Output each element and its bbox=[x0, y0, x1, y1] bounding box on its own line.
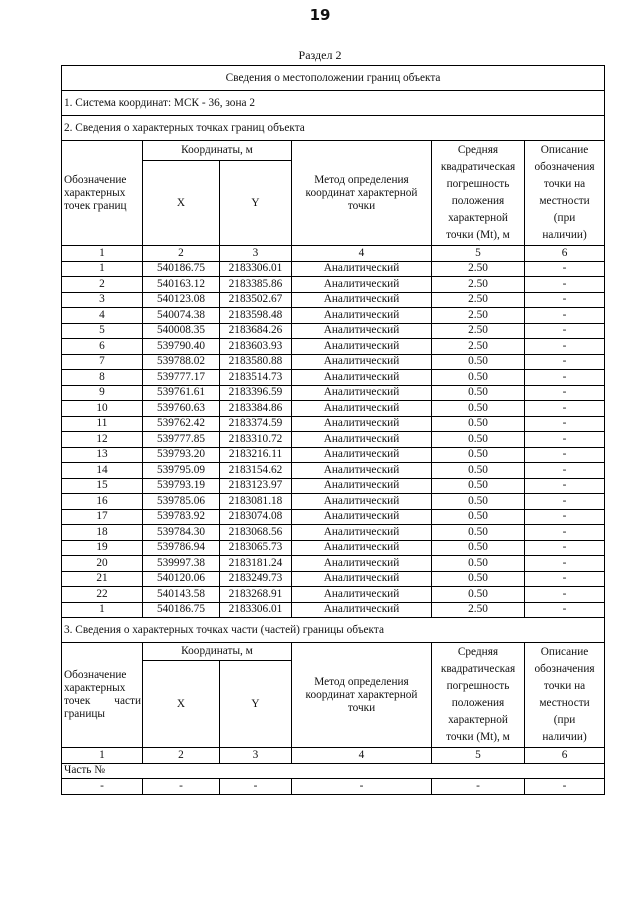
table-cell: 2.50 bbox=[432, 292, 525, 308]
table-cell: 2183065.73 bbox=[220, 540, 292, 556]
header-method: Метод определения координат характерной точки bbox=[292, 141, 432, 246]
table-cell: 16 bbox=[62, 494, 143, 510]
table-cell: - bbox=[525, 323, 605, 339]
table-cell: 1 bbox=[62, 246, 143, 262]
table-cell: 11 bbox=[62, 416, 143, 432]
table-cell: 2183154.62 bbox=[220, 463, 292, 479]
table-cell: 0.50 bbox=[432, 478, 525, 494]
table-cell: 539785.06 bbox=[143, 494, 220, 510]
table-cell: - bbox=[525, 509, 605, 525]
section-label: Раздел 2 bbox=[298, 48, 342, 62]
table-cell: 539777.85 bbox=[143, 432, 220, 448]
table-cell: 539788.02 bbox=[143, 354, 220, 370]
table-cell: 540186.75 bbox=[143, 602, 220, 618]
table-row bbox=[62, 525, 605, 541]
table-row bbox=[62, 602, 605, 618]
table-cell: 0.50 bbox=[432, 432, 525, 448]
table-row bbox=[62, 339, 605, 355]
table-row bbox=[62, 478, 605, 494]
table-cell: 2183181.24 bbox=[220, 556, 292, 572]
table-cell: 12 bbox=[62, 432, 143, 448]
table-cell: 2183580.88 bbox=[220, 354, 292, 370]
table-cell: 2183396.59 bbox=[220, 385, 292, 401]
table-cell: 0.50 bbox=[432, 370, 525, 386]
table-cell: 540074.38 bbox=[143, 308, 220, 324]
table-cell: 539795.09 bbox=[143, 463, 220, 479]
table-row bbox=[62, 385, 605, 401]
table-cell: 2.50 bbox=[432, 602, 525, 618]
header-y-part: Y bbox=[220, 661, 292, 748]
table-cell: 2183598.48 bbox=[220, 308, 292, 324]
table-cell: Аналитический bbox=[292, 494, 432, 510]
table-row bbox=[62, 401, 605, 417]
table-cell: - bbox=[525, 478, 605, 494]
table-cell: - bbox=[220, 779, 292, 795]
table-cell: 1 bbox=[62, 261, 143, 277]
table-cell: 2183310.72 bbox=[220, 432, 292, 448]
table-cell: 2.50 bbox=[432, 308, 525, 324]
table-cell: 9 bbox=[62, 385, 143, 401]
table-row bbox=[62, 261, 605, 277]
table-cell: 2183123.97 bbox=[220, 478, 292, 494]
table-cell: 0.50 bbox=[432, 354, 525, 370]
table-cell: 8 bbox=[62, 370, 143, 386]
table-cell: - bbox=[525, 779, 605, 795]
table-cell: - bbox=[525, 354, 605, 370]
table-cell: 6 bbox=[62, 339, 143, 355]
table-cell: 6 bbox=[525, 246, 605, 262]
table-cell: 2183306.01 bbox=[220, 261, 292, 277]
table-cell: 2183684.26 bbox=[220, 323, 292, 339]
table-cell: 2183385.86 bbox=[220, 277, 292, 293]
table-cell: Аналитический bbox=[292, 587, 432, 603]
table-cell: - bbox=[525, 571, 605, 587]
table-cell: 18 bbox=[62, 525, 143, 541]
table-cell: - bbox=[525, 292, 605, 308]
table-cell: 0.50 bbox=[432, 401, 525, 417]
header-designation: Обозначение характерных точек границ bbox=[62, 141, 143, 246]
table-cell: 2183068.56 bbox=[220, 525, 292, 541]
table-cell: - bbox=[525, 261, 605, 277]
table-cell: 0.50 bbox=[432, 463, 525, 479]
table-row bbox=[62, 556, 605, 572]
table-cell: 20 bbox=[62, 556, 143, 572]
table-cell: - bbox=[525, 370, 605, 386]
table-cell: - bbox=[525, 339, 605, 355]
table-cell: 3 bbox=[220, 748, 292, 764]
table-cell: Аналитический bbox=[292, 478, 432, 494]
table-row bbox=[62, 292, 605, 308]
table-cell: 0.50 bbox=[432, 525, 525, 541]
header-method-part: Метод определения координат характерной точки bbox=[292, 643, 432, 748]
table-cell: 539784.30 bbox=[143, 525, 220, 541]
table-cell: Аналитический bbox=[292, 509, 432, 525]
table-cell: - bbox=[525, 385, 605, 401]
table-cell: 2.50 bbox=[432, 261, 525, 277]
table-cell: - bbox=[432, 779, 525, 795]
table-cell: 2183074.08 bbox=[220, 509, 292, 525]
table-cell: Аналитический bbox=[292, 556, 432, 572]
table-cell: 539793.20 bbox=[143, 447, 220, 463]
table-cell: - bbox=[525, 556, 605, 572]
table-cell: 5 bbox=[432, 748, 525, 764]
table-cell: 2 bbox=[62, 277, 143, 293]
header-description-part: Описание обозначения точки на местности (при наличии) bbox=[525, 643, 605, 748]
table-cell: 1 bbox=[62, 748, 143, 764]
table-cell: Аналитический bbox=[292, 261, 432, 277]
table-row bbox=[62, 587, 605, 603]
table-cell: 539783.92 bbox=[143, 509, 220, 525]
table-cell: - bbox=[62, 779, 143, 795]
table-cell: Аналитический bbox=[292, 525, 432, 541]
table-cell: - bbox=[525, 525, 605, 541]
table-cell: - bbox=[525, 540, 605, 556]
table-row bbox=[62, 370, 605, 386]
table-cell: 2183603.93 bbox=[220, 339, 292, 355]
table-cell: 0.50 bbox=[432, 494, 525, 510]
table-cell: 6 bbox=[525, 748, 605, 764]
table-cell: 539793.19 bbox=[143, 478, 220, 494]
table-cell: 0.50 bbox=[432, 540, 525, 556]
table-cell: 17 bbox=[62, 509, 143, 525]
table-row bbox=[62, 540, 605, 556]
table-row bbox=[62, 463, 605, 479]
table-cell: 539997.38 bbox=[143, 556, 220, 572]
header-coordinates: Координаты, м bbox=[143, 141, 292, 161]
header-x: X bbox=[143, 161, 220, 246]
table-cell: 3 bbox=[220, 246, 292, 262]
table-cell: 539761.61 bbox=[143, 385, 220, 401]
table-cell: Аналитический bbox=[292, 308, 432, 324]
table-cell: Аналитический bbox=[292, 292, 432, 308]
table-cell: Аналитический bbox=[292, 339, 432, 355]
table-cell: 2 bbox=[143, 246, 220, 262]
table-cell: 15 bbox=[62, 478, 143, 494]
table-cell: - bbox=[525, 463, 605, 479]
part-label: Часть № bbox=[62, 763, 605, 779]
header-x-part: X bbox=[143, 661, 220, 748]
table-cell: - bbox=[525, 277, 605, 293]
table-cell: 4 bbox=[62, 308, 143, 324]
table-title: Сведения о местоположении границ объекта bbox=[62, 66, 605, 91]
table-cell: 2183502.67 bbox=[220, 292, 292, 308]
table-cell: 539760.63 bbox=[143, 401, 220, 417]
table-cell: 0.50 bbox=[432, 509, 525, 525]
table-cell: 2.50 bbox=[432, 323, 525, 339]
table-cell: Аналитический bbox=[292, 385, 432, 401]
table-row bbox=[62, 447, 605, 463]
table-cell: 13 bbox=[62, 447, 143, 463]
table-cell: 0.50 bbox=[432, 571, 525, 587]
table-cell: 540008.35 bbox=[143, 323, 220, 339]
table-cell: Аналитический bbox=[292, 540, 432, 556]
table-row bbox=[62, 494, 605, 510]
table-cell: 540120.06 bbox=[143, 571, 220, 587]
table-cell: 3 bbox=[62, 292, 143, 308]
table-cell: Аналитический bbox=[292, 416, 432, 432]
table-cell: Аналитический bbox=[292, 401, 432, 417]
table-cell: - bbox=[525, 432, 605, 448]
table-cell: - bbox=[525, 602, 605, 618]
table-cell: 539777.17 bbox=[143, 370, 220, 386]
table-cell: 2 bbox=[143, 748, 220, 764]
table-cell: 540186.75 bbox=[143, 261, 220, 277]
table-cell: 539786.94 bbox=[143, 540, 220, 556]
table-cell: - bbox=[525, 416, 605, 432]
table-cell: Аналитический bbox=[292, 370, 432, 386]
table-cell: 540163.12 bbox=[143, 277, 220, 293]
table-cell: 14 bbox=[62, 463, 143, 479]
table-cell: 540123.08 bbox=[143, 292, 220, 308]
table-cell: 2.50 bbox=[432, 339, 525, 355]
header-coordinates-part: Координаты, м bbox=[143, 643, 292, 661]
table-row bbox=[62, 416, 605, 432]
table-cell: - bbox=[143, 779, 220, 795]
table-row bbox=[62, 571, 605, 587]
boundaries-table bbox=[61, 65, 605, 795]
table-cell: 2183249.73 bbox=[220, 571, 292, 587]
table-cell: - bbox=[525, 447, 605, 463]
header-description: Описание обозначения точки на местности (при наличии) bbox=[525, 141, 605, 246]
table-cell: 4 bbox=[292, 748, 432, 764]
table-cell: 539762.42 bbox=[143, 416, 220, 432]
table-cell: Аналитический bbox=[292, 463, 432, 479]
table-cell: Аналитический bbox=[292, 432, 432, 448]
table-cell: Аналитический bbox=[292, 323, 432, 339]
page-number: 19 bbox=[309, 6, 331, 24]
table-cell: 0.50 bbox=[432, 416, 525, 432]
table-cell: 0.50 bbox=[432, 556, 525, 572]
table-cell: Аналитический bbox=[292, 602, 432, 618]
table-cell: 5 bbox=[62, 323, 143, 339]
table-cell: Аналитический bbox=[292, 354, 432, 370]
table-cell: 0.50 bbox=[432, 587, 525, 603]
column-numbers-row-part bbox=[62, 748, 605, 764]
table-cell: 2183514.73 bbox=[220, 370, 292, 386]
table-cell: 19 bbox=[62, 540, 143, 556]
table-cell: 2.50 bbox=[432, 277, 525, 293]
table-row bbox=[62, 308, 605, 324]
header-error: Средняя квадратическая погрешность положения характерной точки (Mt), м bbox=[432, 141, 525, 246]
table-cell: - bbox=[525, 401, 605, 417]
table-row bbox=[62, 509, 605, 525]
section1-title: 2. Сведения о характерных точках границ объекта bbox=[62, 116, 605, 141]
table-cell: 4 bbox=[292, 246, 432, 262]
table-cell: 10 bbox=[62, 401, 143, 417]
header-y: Y bbox=[220, 161, 292, 246]
table-cell: 2183268.91 bbox=[220, 587, 292, 603]
section2-title: 3. Сведения о характерных точках части (частей) границы объекта bbox=[62, 618, 605, 643]
table-cell: 2183384.86 bbox=[220, 401, 292, 417]
coord-system: 1. Система координат: МСК - 36, зона 2 bbox=[62, 91, 605, 116]
table-cell: 21 bbox=[62, 571, 143, 587]
table-cell: - bbox=[525, 494, 605, 510]
table-cell: 5 bbox=[432, 246, 525, 262]
table-row bbox=[62, 323, 605, 339]
table-cell: 0.50 bbox=[432, 447, 525, 463]
header-designation-part: Обозначение характерных точек части границы bbox=[62, 643, 143, 748]
table-cell: - bbox=[525, 308, 605, 324]
table-cell: 7 bbox=[62, 354, 143, 370]
table-cell: Аналитический bbox=[292, 447, 432, 463]
table-cell: 2183374.59 bbox=[220, 416, 292, 432]
table-cell: 0.50 bbox=[432, 385, 525, 401]
table-cell: 22 bbox=[62, 587, 143, 603]
table-row bbox=[62, 432, 605, 448]
header-error-part: Средняя квадратическая погрешность положения характерной точки (Mt), м bbox=[432, 643, 525, 748]
table-cell: 539790.40 bbox=[143, 339, 220, 355]
part-row bbox=[62, 779, 605, 795]
table-cell: - bbox=[292, 779, 432, 795]
table-cell: 540143.58 bbox=[143, 587, 220, 603]
table-cell: 2183306.01 bbox=[220, 602, 292, 618]
table-cell: 2183216.11 bbox=[220, 447, 292, 463]
table-cell: Аналитический bbox=[292, 277, 432, 293]
table-cell: - bbox=[525, 587, 605, 603]
table-cell: 1 bbox=[62, 602, 143, 618]
table-cell: Аналитический bbox=[292, 571, 432, 587]
table-row bbox=[62, 277, 605, 293]
column-numbers-row bbox=[62, 246, 605, 262]
table-cell: 2183081.18 bbox=[220, 494, 292, 510]
table-row bbox=[62, 354, 605, 370]
